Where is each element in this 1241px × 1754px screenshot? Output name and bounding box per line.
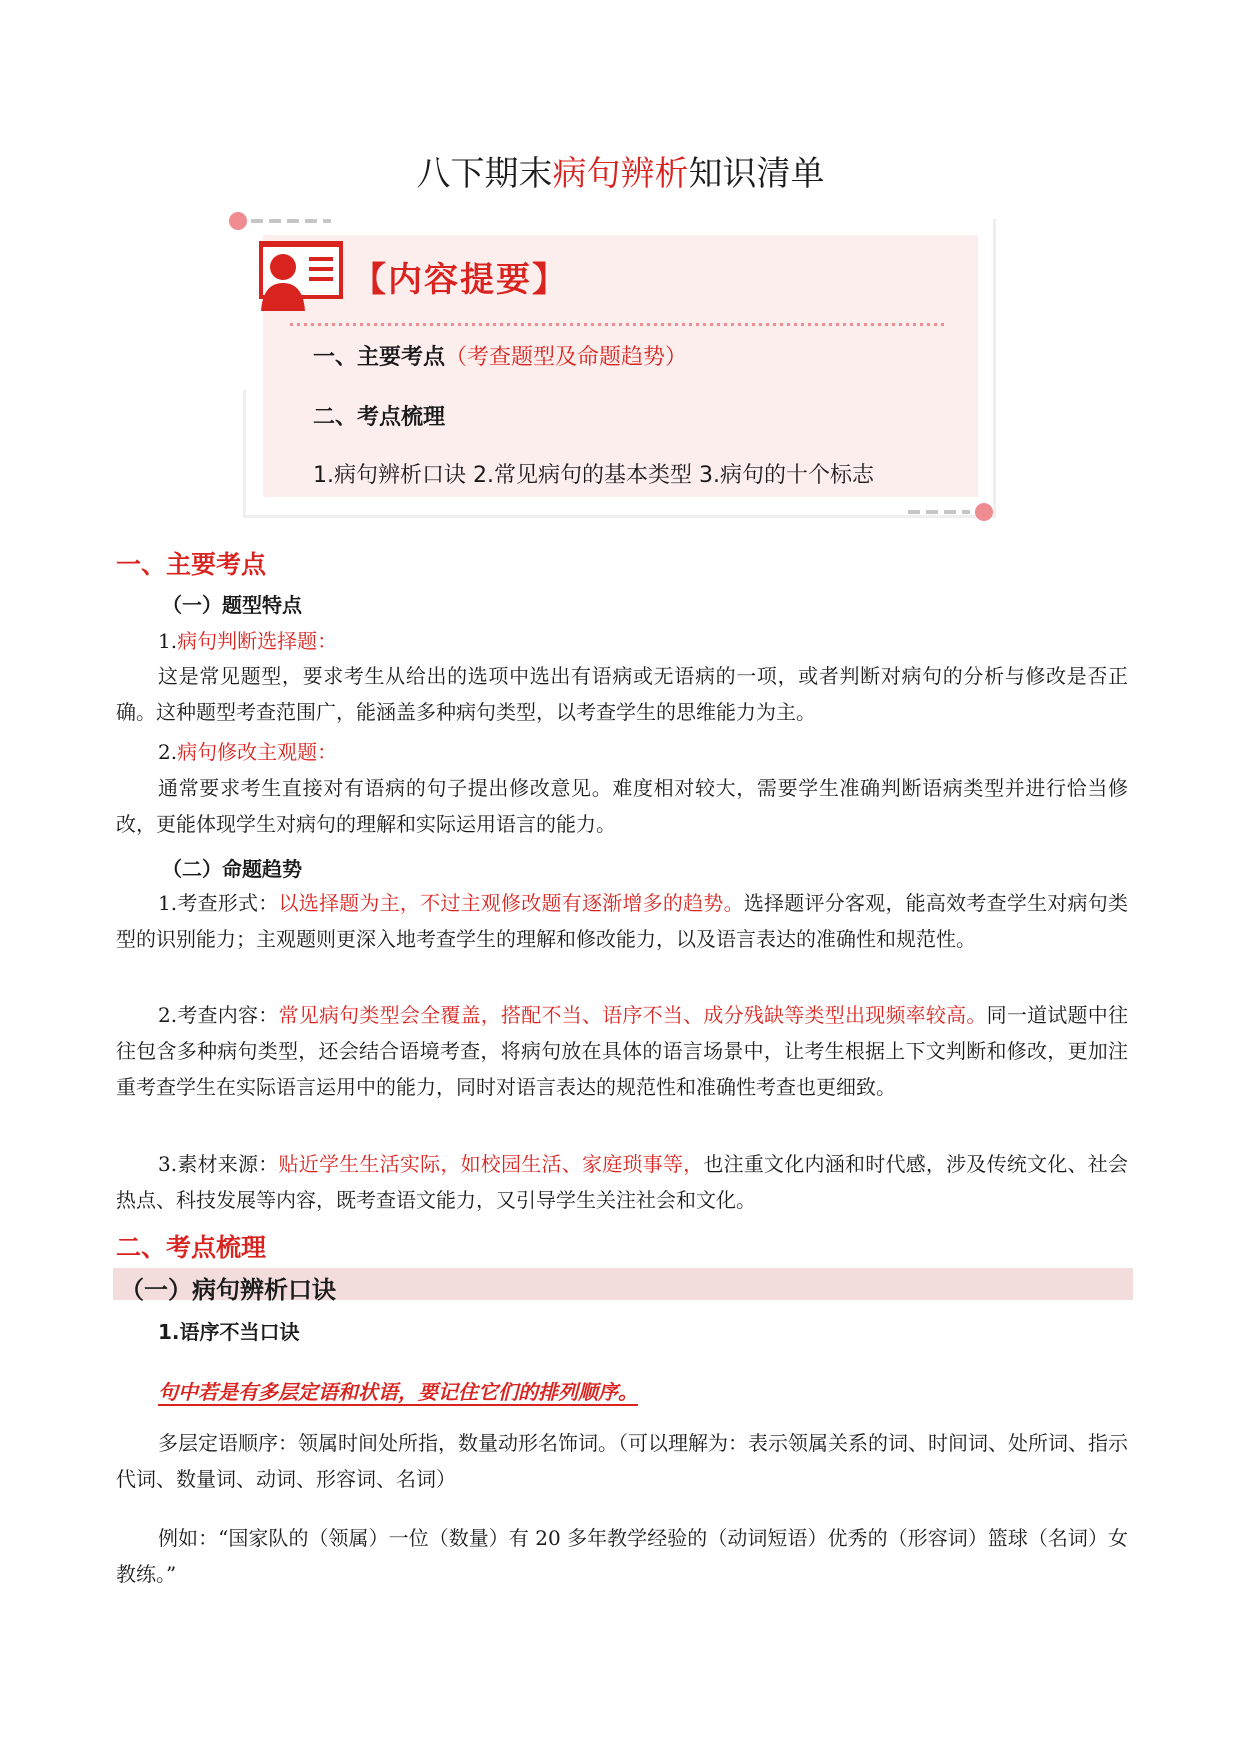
summary-item-1-label: 一、主要考点 (313, 345, 446, 370)
mnemonic-rule: 句中若是有多层定语和状语，要记住它们的排列顺序。 (158, 1380, 638, 1404)
presenter-icon (259, 239, 343, 311)
trend-2-text: 同一道试题中往往包含多种病句类型，还会结合语境考查，将病句放在具体的语言场景中，让考生根据上下文判断和修改，更加注重考查学生在实际语言运用中的能力，同时对语言表达的规范性和准确性考查也更细致。 (116, 1003, 1129, 1099)
trend-1-highlight: 以选择题为主，不过主观修改题有逐渐增多的趋势。 (278, 891, 744, 915)
question-type-2-label: 病句修改主观题： (177, 740, 338, 764)
trend-2-highlight: 常见病句类型会全覆盖，搭配不当、语序不当、成分残缺等类型出现频率较高。 (278, 1003, 987, 1027)
summary-item-1 (313, 340, 687, 371)
question-type-1-number: 1. (158, 629, 178, 653)
subsection-trends: （二）命题趋势 (162, 857, 302, 881)
decor-dot-bottom (975, 503, 993, 521)
title-post: 知识清单 (688, 154, 825, 194)
trend-1-text: 选择题评分客观，能高效考查学生对病句类型的识别能力；主观题则更深入地考查学生的理解和修改能力，以及语言表达的准确性和规范性。 (116, 891, 1129, 951)
summary-divider (290, 323, 945, 326)
question-type-1-text: 这是常见题型，要求考生从给出的选项中选出有语病或无语病的一项，或者判断对病句的分析与修改是否正确。这种题型考查范围广，能涵盖多种病句类型，以考查学生的思维能力为主。 (116, 664, 1128, 724)
section-2-heading: 二、考点梳理 (116, 1233, 267, 1262)
title-pre: 八下期末 (416, 154, 553, 194)
question-type-1-title (158, 625, 337, 654)
question-type-2-text: 通常要求考生直接对有语病的句子提出修改意见。难度相对较大，需要学生准确判断语病类型并进行恰当修改，更能体现学生对病句的理解和实际运用语言的能力。 (116, 776, 1128, 836)
trend-1-paragraph (116, 885, 1128, 957)
subsection-question-types: （一）题型特点 (162, 593, 302, 617)
summary-box-frame-left (243, 390, 246, 515)
decor-dash-top (251, 219, 331, 223)
title-highlight: 病句辨析 (552, 154, 689, 194)
question-type-1-label: 病句判断选择题： (177, 629, 338, 653)
summary-item-1-note: （考查题型及命题趋势） (445, 345, 688, 370)
summary-heading: 【内容提要】 (352, 260, 568, 300)
document-title (0, 146, 1241, 195)
trend-3-paragraph (116, 1146, 1128, 1218)
trend-3-highlight: 贴近学生生活实际，如校园生活、家庭琐事等， (278, 1152, 704, 1176)
decor-dot-top (229, 212, 247, 230)
trend-3-label: 3.素材来源： (158, 1152, 279, 1176)
section-1-heading: 一、主要考点 (116, 550, 267, 579)
trend-2-paragraph (116, 997, 1128, 1105)
question-type-2-title (158, 736, 337, 765)
trend-1-label: 1.考查形式： (158, 891, 279, 915)
attribute-order-paragraph: 多层定语顺序：领属时间处所指，数量动形名饰词。（可以理解为：表示领属关系的词、时间词、处所词、指示代词、数量词、动词、形容词、名词） (116, 1431, 1128, 1491)
question-type-2-number: 2. (158, 740, 178, 764)
subsection-band-title: （一）病句辨析口诀 (120, 1276, 336, 1304)
summary-item-3: 1.病句辨析口诀 2.常见病句的基本类型 3.病句的十个标志 (313, 463, 874, 488)
mnemonic-1-title: 1.语序不当口诀 (158, 1320, 300, 1344)
trend-2-label: 2.考查内容： (158, 1003, 279, 1027)
example-paragraph: 例如：“国家队的（领属）一位（数量）有 20 多年教学经验的（动词短语）优秀的（形容词）篮球（名词）女教练。” (116, 1526, 1128, 1586)
summary-item-2: 二、考点梳理 (313, 405, 446, 430)
decor-dash-bottom (908, 510, 970, 514)
trend-3-text: 也注重文化内涵和时代感，涉及传统文化、社会热点、科技发展等内容，既考查语文能力，又引导学生关注社会和文化。 (116, 1152, 1129, 1212)
